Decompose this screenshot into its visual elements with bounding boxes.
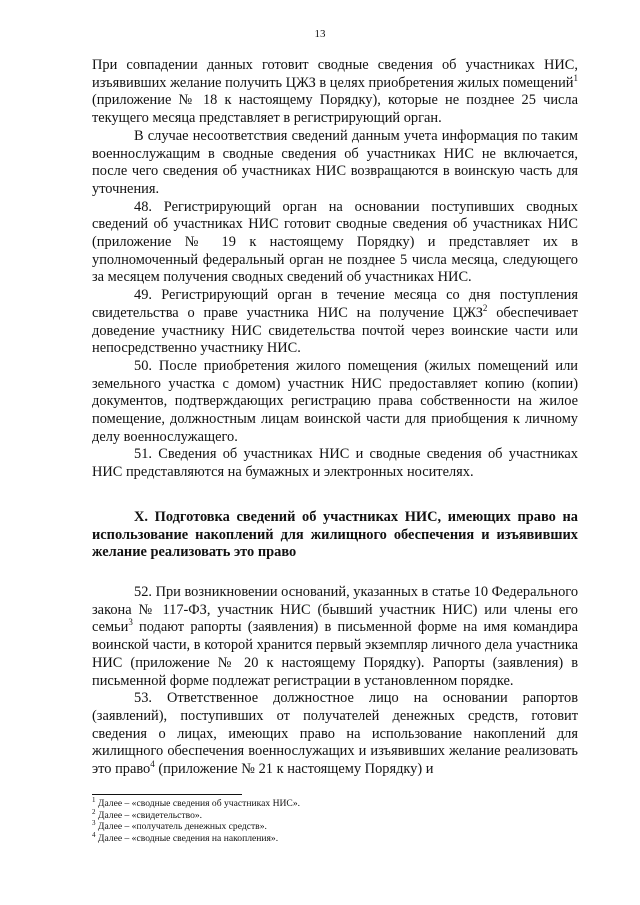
- paragraph-text: (приложение № 18 к настоящему Порядку), которые не позднее 25 числа текущего месяца представляет в регистрирующий орган.: [92, 92, 578, 127]
- paragraph-p52: [92, 584, 578, 690]
- footnote-ref: 1: [573, 72, 578, 83]
- paragraph-text: 49. Регистрирующий орган в течение месяца со дня поступления свидетельства о праве участника НИС на получение ЦЖЗ: [92, 287, 578, 321]
- footnote-text: Далее – «сводные сведения на накопления».: [95, 832, 279, 844]
- footnote-number: 4: [92, 830, 96, 839]
- paragraph-text: подают рапорты (заявления) в письменной форме на имя командира воинской части, в которой хранится первый экземпляр личного дела участника НИС (приложение № 20 к настоящему Порядку). Рапорты (заявления) в письменной форме подлежат регистрации в установленном порядке.: [92, 619, 578, 689]
- section-heading: [92, 509, 578, 562]
- paragraph-p49: [92, 287, 578, 358]
- footnote-item: [92, 821, 578, 833]
- footnote-item: [92, 807, 578, 822]
- paragraph-p50: [92, 358, 578, 447]
- paragraph-p51: [92, 446, 578, 481]
- footnote-separator: [92, 794, 242, 795]
- footnote-ref: 3: [128, 617, 133, 628]
- footnote-text: Далее – «получатель денежных средств».: [95, 821, 267, 833]
- paragraph-p53: [92, 690, 578, 779]
- paragraph-p48: [92, 199, 578, 288]
- footnote-ref: 4: [150, 759, 155, 770]
- footnote-number: 3: [92, 819, 96, 827]
- paragraph-text: 48. Регистрирующий орган на основании поступивших сводных сведений об участниках НИС готовит сводные сведения об участниках НИС (приложение № 19 к настоящему Порядку) и представляет их в уполномоченный федеральный орган не позднее 5 числа месяца, следующего за месяцем получения сводных сведений об участниках НИС.: [92, 198, 578, 286]
- page-number: 13: [314, 28, 326, 40]
- footnote-item: [92, 795, 578, 810]
- footnote-text: Далее – «свидетельство».: [95, 809, 203, 821]
- paragraph-text: X. Подготовка сведений об участниках НИС, имеющих право на использование накоплений для жилищного обеспечения и изъявивших желание реализовать это право: [92, 508, 578, 561]
- paragraph-text: 53. Ответственное должностное лицо на основании рапортов (заявлений), поступивших от получателей денежных средств, готовит сведения о лицах, имеющих право на использование накоплений для жилищного обеспечения военнослужащих и изъявивших желание реализовать это право: [92, 690, 578, 778]
- paragraph-text: 50. После приобретения жилого помещения (жилых помещений или земельного участка с домом) участник НИС предоставляет копию (копии) документов, подтверждающих регистрацию права собственности на жилое помещение, должностным лицам воинской части для приобщения к личному делу военнослужащего.: [92, 357, 578, 445]
- paragraph-text: 52. При возникновении оснований, указанных в статье 10 Федерального закона № 117-ФЗ, участник НИС (бывший участник НИС) или члены его семьи: [92, 583, 579, 636]
- paragraph-text: (приложение № 21 к настоящему Порядку) и: [154, 761, 434, 778]
- paragraph-text: обеспечивает доведение участнику НИС свидетельства почтой через воинские части или непосредственно участнику НИС.: [92, 304, 579, 357]
- paragraph-text: При совпадении данных готовит сводные сведения об участниках НИС, изъявивших желание получить ЦЖЗ в целях приобретения жилых помещений: [92, 57, 578, 91]
- footnote-number: 1: [92, 795, 96, 804]
- paragraph-text: 51. Сведения об участниках НИС и сводные сведения об участниках НИС представляются на бумажных и электронных носителях.: [92, 446, 578, 481]
- paragraph-p2: [92, 128, 578, 199]
- footnote-item: [92, 830, 578, 845]
- footnote-number: 2: [92, 807, 96, 816]
- paragraph-p1: [92, 57, 578, 128]
- footnote-text: Далее – «сводные сведения об участниках НИС».: [95, 798, 301, 809]
- footnotes: [92, 795, 578, 844]
- document-body: [92, 57, 578, 779]
- footnote-ref: 2: [482, 303, 488, 314]
- paragraph-text: В случае несоответствия сведений данным учета информация по таким военнослужащим в сводные сведения об участниках НИС не включается, после чего сведения об участниках НИС возвращаются в воинскую часть для уточнения.: [92, 127, 578, 197]
